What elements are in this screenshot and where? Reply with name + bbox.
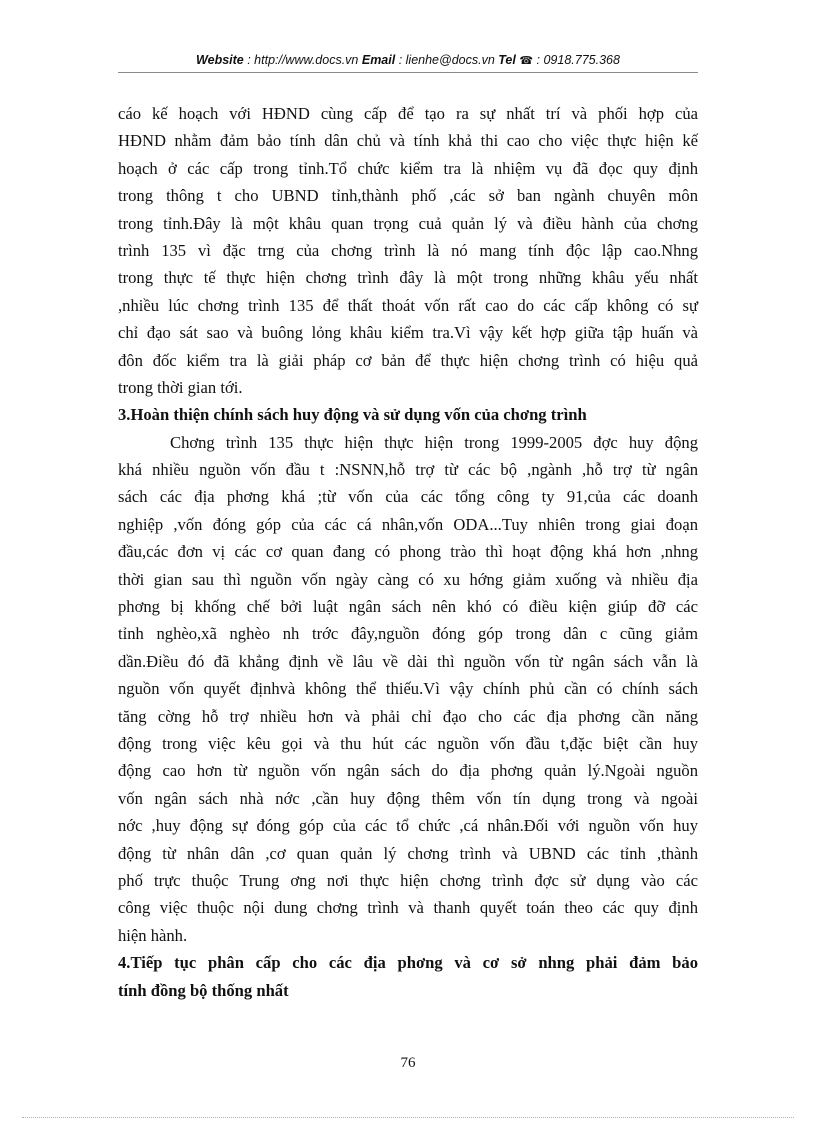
text-line: tỉnh nghèo,xã nghèo nh trớc đây,nguồn đóng góp trong dân c cũng giảm [118, 624, 698, 644]
text-line: trong thông t cho UBND tỉnh,thành phố ,các sở ban ngành chuyên môn [118, 186, 698, 206]
phone-icon: ☎ [519, 55, 534, 67]
text-line: Chơng trình 135 thực hiện thực hiện trong 1999-2005 đợc huy động [170, 432, 698, 452]
text-line: nớc ,huy động sự đóng góp của các tổ chức ,cá nhân.Đối với nguồn vốn huy [118, 816, 698, 836]
text-line: hiện hành. [118, 925, 188, 945]
text-line: vốn ngân sách nhà nớc ,cần huy động thêm vốn tín dụng trong và ngoài [118, 788, 698, 808]
heading-line: 4.Tiếp tục phân cấp cho các địa phơng và cơ sở nhng phải đảm bảo [118, 953, 698, 973]
text-line: động trong việc kêu gọi và thu hút các nguồn vốn đầu t,đặc biệt cần huy [118, 733, 698, 753]
text-line: trong thực tế thực hiện chơng trình đây là một trong những khâu yếu nhất [118, 268, 698, 288]
text-line: thời gian sau thì nguồn vốn ngày càng có xu hớng giảm xuống và nhiều địa [118, 569, 698, 589]
text-line: trong thời gian tới. [118, 377, 243, 397]
tel-value: : 0918.775.368 [533, 53, 620, 67]
document-body [118, 100, 698, 1004]
text-line: ,nhiều lúc chơng trình 135 để thất thoát vốn rất cao do các cấp không có sự [118, 295, 698, 315]
text-line: đầu,các đơn vị các cơ quan đang có phong trào thì hoạt động khá hơn ,nhng [118, 542, 698, 562]
page-header [118, 50, 698, 73]
text-line: động cao hơn từ nguồn vốn ngân sách do địa phơng quản lý.Ngoài nguồn [118, 761, 698, 781]
text-line: dần.Điều đó đã khẳng định về lâu về dài thì nguồn vốn từ ngân sách vẫn là [118, 651, 698, 671]
email-value: : lienhe@docs.vn [395, 53, 499, 67]
text-line: trình 135 vì đặc trng của chơng trình là nó mang tính độc lập cao.Nhng [118, 240, 698, 260]
tel-label: Tel [498, 53, 516, 67]
text-line: đôn đốc kiểm tra là giải pháp cơ bản để thực hiện chơng trình có hiệu quả [118, 350, 698, 370]
email-label: Email [361, 53, 396, 67]
text-line: cáo kế hoạch với HĐND cùng cấp để tạo ra sự nhất trí và phối hợp của [118, 104, 698, 123]
section-heading-3: 3.Hoàn thiện chính sách huy động và sử dụng vốn của chơng trình [118, 405, 587, 425]
website-label: Website [196, 53, 244, 67]
text-line: phố trực thuộc Trung ơng nơi thực hiện chơng trình đợc sử dụng vào các [118, 870, 698, 890]
text-line: phơng bị khống chế bởi luật ngân sách nên khó có điều kiện giúp đỡ các [118, 597, 698, 617]
text-line: động từ nhân dân ,cơ quan quản lý chơng trình và UBND các tỉnh ,thành [118, 843, 698, 863]
text-line: nghiệp ,vốn đóng góp của các cá nhân,vốn ODA...Tuy nhiên trong giai đoạn [118, 514, 698, 534]
paragraph-inspection [118, 100, 698, 401]
text-line: trong tỉnh.Đây là một khâu quan trọng cuả quản lý và điều hành của chơng [118, 213, 698, 233]
text-line: công việc thuộc nội dung chơng trình và thanh quyết toán theo các quy định [118, 898, 698, 918]
section-heading-4 [118, 949, 698, 1004]
text-line: hoạch ở các cấp trong tỉnh.Tổ chức kiểm tra là nhiệm vụ đã đọc quy định [118, 158, 698, 178]
text-line: tăng cờng hỗ trợ nhiều hơn và phải chỉ đạo cho các địa phơng cần năng [118, 706, 698, 726]
text-line: khá nhiều nguồn vốn đầu t :NSNN,hỗ trợ từ các bộ ,ngành ,hỗ trợ từ ngân [118, 460, 698, 480]
text-line: sách các địa phơng khá ;từ vốn của các tổng công ty 91,của các doanh [118, 487, 698, 507]
page-number: 76 [400, 1055, 416, 1071]
text-line: chỉ đạo sát sao và buông lỏng khâu kiểm tra.Vì vậy kết hợp giữa tập huấn và [118, 323, 698, 343]
paragraph-funding [118, 429, 698, 949]
page-bottom-divider [22, 1117, 794, 1118]
heading-line: tính đồng bộ thống nhất [118, 980, 289, 1000]
text-line: nguồn vốn quyết địnhvà không thể thiếu.Vì vậy chính phủ cần có chính sách [118, 679, 698, 699]
website-value: : http://www.docs.vn [243, 53, 362, 67]
text-line: HĐND nhằm đảm bảo tính dân chủ và tính khả thi cao cho việc thực hiện kế [118, 131, 698, 151]
